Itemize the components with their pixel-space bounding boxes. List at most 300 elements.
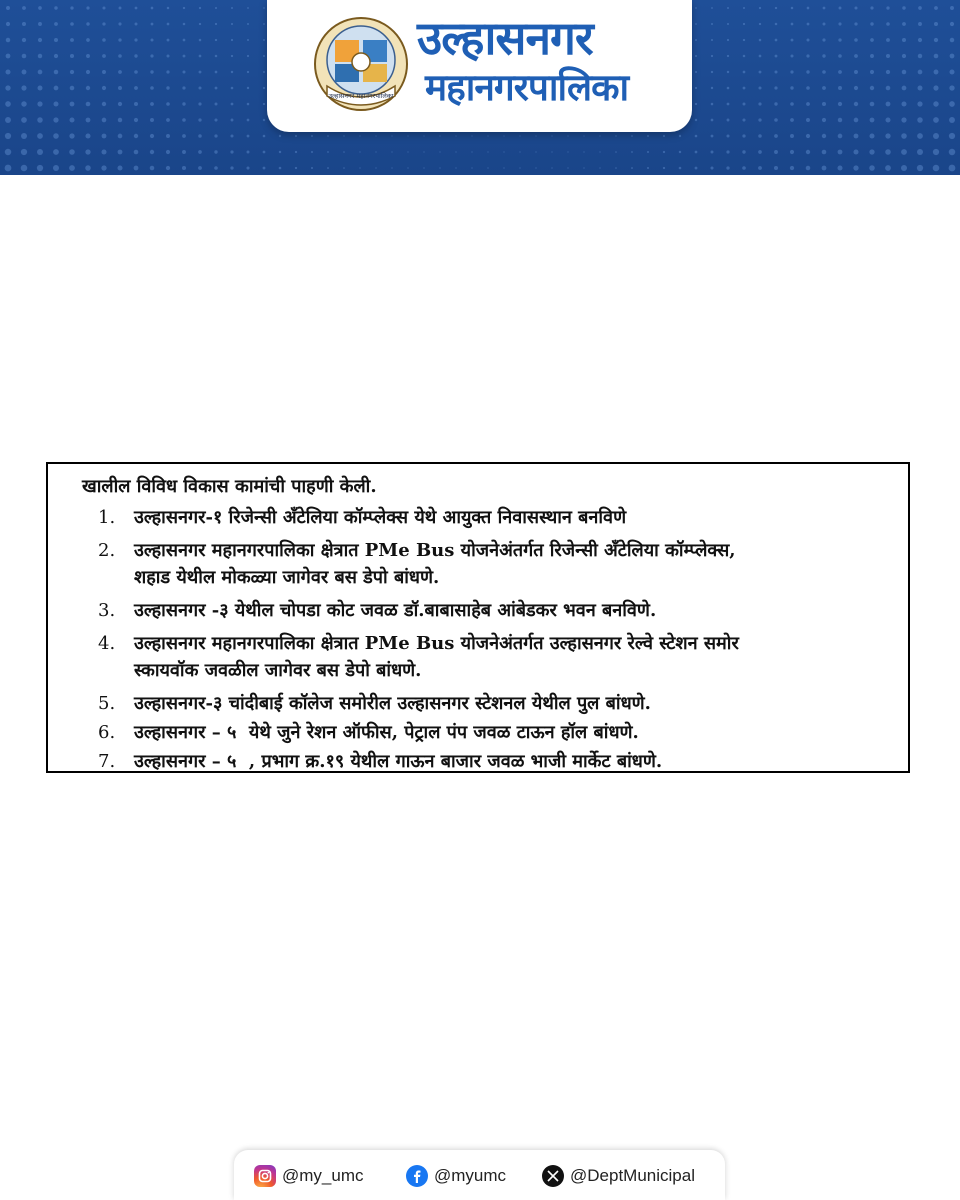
halftone-dot	[806, 38, 809, 41]
list-item-text: उल्हासनगर-१ रिजेन्सी अँटेलिया कॉम्प्लेक्स येथे आयुक्त निवासस्थान बनविणे	[134, 507, 627, 528]
halftone-dot	[567, 167, 568, 168]
instagram-link[interactable]	[254, 1164, 364, 1188]
halftone-dot	[806, 54, 809, 57]
halftone-dot	[807, 23, 810, 26]
halftone-dot	[551, 135, 552, 136]
halftone-dot	[134, 38, 137, 41]
halftone-dot	[247, 151, 250, 154]
halftone-dot	[949, 85, 954, 90]
halftone-dot	[743, 103, 746, 106]
halftone-dot	[711, 119, 714, 122]
halftone-dot	[790, 118, 794, 122]
halftone-dot	[870, 22, 873, 25]
halftone-dot	[343, 151, 345, 153]
halftone-dot	[21, 101, 26, 106]
halftone-dot	[166, 166, 170, 170]
halftone-dot	[487, 135, 488, 136]
halftone-dot	[199, 39, 202, 42]
halftone-dot	[886, 102, 891, 107]
halftone-dot	[918, 6, 922, 10]
halftone-dot	[934, 38, 938, 42]
halftone-dot	[134, 102, 138, 106]
instagram-handle: @my_umc	[282, 1166, 364, 1185]
halftone-dot	[727, 119, 730, 122]
instagram-icon	[254, 1165, 276, 1187]
halftone-dot	[759, 71, 762, 74]
halftone-dot	[21, 85, 26, 90]
halftone-dot	[663, 167, 665, 169]
halftone-dot	[118, 22, 121, 25]
halftone-dot	[119, 7, 122, 10]
halftone-dot	[790, 166, 794, 170]
halftone-dot	[134, 54, 137, 57]
halftone-dot	[22, 70, 27, 75]
halftone-dot	[246, 166, 249, 169]
halftone-dot	[38, 6, 42, 10]
halftone-dot	[742, 134, 745, 137]
halftone-dot	[886, 86, 891, 91]
halftone-dot	[151, 7, 154, 10]
halftone-dot	[599, 151, 600, 152]
halftone-dot	[822, 118, 826, 122]
halftone-dot	[21, 117, 27, 123]
halftone-dot	[885, 165, 891, 171]
halftone-dot	[183, 55, 186, 58]
halftone-dot	[21, 133, 27, 139]
halftone-dot	[790, 134, 794, 138]
halftone-dot	[742, 150, 745, 153]
halftone-dot	[85, 165, 91, 171]
halftone-dot	[695, 119, 697, 121]
halftone-dot	[519, 167, 520, 168]
halftone-dot	[166, 150, 170, 154]
halftone-dot	[150, 118, 154, 122]
halftone-dot	[6, 54, 11, 59]
halftone-dot	[743, 39, 745, 41]
halftone-dot	[838, 150, 843, 155]
halftone-dot	[790, 86, 793, 89]
list-item	[82, 597, 902, 624]
halftone-dot	[182, 102, 185, 105]
halftone-dot	[806, 102, 810, 106]
halftone-dot	[727, 55, 729, 57]
halftone-dot	[806, 70, 809, 73]
halftone-dot	[102, 6, 105, 9]
halftone-dot	[615, 135, 616, 136]
halftone-dot	[69, 133, 74, 138]
org-title-line1: उल्हासनगर	[417, 11, 593, 65]
halftone-dot	[102, 86, 106, 90]
halftone-dot	[53, 149, 59, 155]
halftone-dot	[53, 117, 58, 122]
halftone-dot	[70, 70, 74, 74]
halftone-dot	[822, 102, 826, 106]
halftone-dot	[135, 7, 138, 10]
halftone-dot	[551, 167, 552, 168]
halftone-dot	[727, 39, 729, 41]
halftone-dot	[150, 150, 154, 154]
halftone-dot	[70, 6, 73, 9]
halftone-dot	[519, 135, 520, 136]
halftone-dot	[231, 23, 233, 25]
halftone-dot	[854, 38, 858, 42]
halftone-dot	[711, 55, 713, 57]
halftone-dot	[247, 135, 250, 138]
halftone-dot	[407, 167, 408, 168]
notice-box	[46, 462, 910, 773]
halftone-dot	[743, 71, 746, 74]
halftone-dot	[886, 54, 890, 58]
seal-caption: उल्हासनगर महानगरपालिका	[328, 92, 394, 100]
halftone-dot	[230, 166, 233, 169]
halftone-dot	[567, 135, 568, 136]
halftone-dot	[70, 54, 74, 58]
halftone-dot	[949, 69, 954, 74]
halftone-dot	[247, 39, 249, 41]
halftone-dot	[901, 133, 907, 139]
halftone-dot	[407, 135, 408, 136]
halftone-dot	[949, 133, 955, 139]
halftone-dot	[742, 166, 746, 170]
list-item-text: उल्हासनगर-३ चांदीबाई कॉलेज समोरील उल्हासनगर स्टेशनल येथील पुल बांधणे.	[134, 693, 651, 714]
halftone-dot	[22, 54, 27, 59]
halftone-dot	[790, 150, 794, 154]
halftone-dot	[263, 55, 265, 57]
halftone-dot	[5, 165, 12, 172]
halftone-dot	[663, 135, 665, 137]
halftone-dot	[54, 54, 58, 58]
halftone-dot	[774, 102, 777, 105]
halftone-dot	[917, 149, 923, 155]
halftone-dot	[726, 134, 729, 137]
halftone-dot	[118, 38, 121, 41]
halftone-dot	[535, 135, 536, 136]
halftone-dot	[759, 55, 762, 58]
halftone-dot	[5, 133, 11, 139]
halftone-dot	[101, 165, 106, 170]
halftone-dot	[38, 22, 42, 26]
halftone-dot	[774, 86, 777, 89]
halftone-dot	[823, 7, 826, 10]
halftone-dot	[5, 149, 12, 156]
halftone-dot	[439, 167, 440, 168]
halftone-dot	[311, 135, 313, 137]
halftone-dot	[69, 165, 75, 171]
halftone-dot	[934, 6, 938, 10]
halftone-dot	[822, 86, 826, 90]
halftone-dot	[631, 167, 633, 169]
halftone-dot	[471, 151, 472, 152]
halftone-dot	[423, 151, 424, 152]
halftone-dot	[917, 133, 923, 139]
halftone-dot	[263, 23, 265, 25]
halftone-dot	[247, 55, 249, 57]
halftone-dot	[182, 166, 186, 170]
halftone-dot	[743, 7, 745, 9]
halftone-dot	[950, 22, 954, 26]
halftone-dot	[53, 165, 59, 171]
halftone-dot	[695, 167, 698, 170]
halftone-dot	[391, 151, 392, 152]
halftone-dot	[199, 71, 202, 74]
halftone-dot	[247, 23, 249, 25]
halftone-dot	[167, 39, 170, 42]
halftone-dot	[101, 149, 106, 154]
halftone-dot	[695, 55, 697, 57]
halftone-dot	[917, 165, 923, 171]
halftone-dot	[183, 23, 186, 26]
halftone-dot	[695, 39, 697, 41]
list-item	[82, 630, 902, 684]
halftone-dot	[599, 167, 600, 168]
halftone-dot	[631, 135, 633, 137]
halftone-dot	[102, 102, 106, 106]
halftone-dot	[902, 38, 906, 42]
halftone-dot	[934, 54, 939, 59]
halftone-dot	[21, 149, 27, 155]
halftone-dot	[695, 23, 697, 25]
halftone-dot	[869, 165, 875, 171]
halftone-dot	[263, 7, 265, 9]
halftone-dot	[901, 149, 907, 155]
halftone-dot	[167, 23, 170, 26]
halftone-dot	[86, 86, 90, 90]
halftone-dot	[117, 165, 122, 170]
halftone-dot	[758, 166, 762, 170]
halftone-dot	[150, 86, 154, 90]
halftone-dot	[150, 70, 153, 73]
x-handle: @DeptMunicipal	[570, 1166, 695, 1185]
halftone-dot	[901, 101, 906, 106]
halftone-dot	[439, 135, 440, 136]
halftone-dot	[950, 38, 954, 42]
halftone-dot	[279, 167, 282, 170]
halftone-dot	[695, 71, 697, 73]
halftone-dot	[182, 86, 185, 89]
halftone-dot	[6, 38, 10, 42]
halftone-dot	[182, 118, 186, 122]
halftone-dot	[327, 135, 329, 137]
halftone-dot	[599, 135, 600, 136]
halftone-dot	[69, 117, 74, 122]
halftone-dot	[949, 101, 955, 107]
halftone-dot	[838, 102, 842, 106]
halftone-dot	[102, 118, 107, 123]
list-item	[82, 719, 902, 746]
municipal-seal-icon	[313, 16, 409, 112]
halftone-dot	[166, 86, 169, 89]
halftone-dot	[791, 7, 794, 10]
halftone-dot	[854, 22, 857, 25]
halftone-dot	[695, 7, 697, 9]
halftone-dot	[231, 119, 234, 122]
halftone-dot	[711, 23, 713, 25]
halftone-dot	[247, 119, 250, 122]
halftone-dot	[199, 7, 201, 9]
halftone-dot	[695, 151, 698, 154]
halftone-dot	[263, 119, 265, 121]
halftone-dot	[230, 150, 233, 153]
halftone-dot	[70, 86, 75, 91]
halftone-dot	[5, 69, 10, 74]
halftone-dot	[853, 149, 858, 154]
halftone-dot	[85, 133, 90, 138]
halftone-dot	[182, 150, 186, 154]
halftone-dot	[214, 134, 217, 137]
halftone-dot	[150, 38, 153, 41]
halftone-dot	[151, 23, 154, 26]
halftone-dot	[870, 6, 873, 9]
list-item-number: 5.	[98, 693, 116, 714]
halftone-dot	[902, 70, 907, 75]
halftone-dot	[455, 151, 456, 152]
notice-content	[82, 472, 902, 775]
facebook-icon	[406, 1165, 428, 1187]
halftone-dot	[775, 7, 777, 9]
halftone-dot	[615, 151, 617, 153]
halftone-dot	[886, 38, 890, 42]
halftone-dot	[86, 102, 91, 107]
x-link[interactable]	[542, 1164, 695, 1188]
halftone-dot	[247, 71, 249, 73]
halftone-dot	[791, 23, 794, 26]
halftone-dot	[711, 71, 713, 73]
halftone-dot	[295, 151, 297, 153]
list-item	[82, 504, 902, 531]
halftone-dot	[295, 135, 297, 137]
halftone-dot	[134, 166, 139, 171]
halftone-dot	[869, 133, 874, 138]
halftone-dot	[695, 135, 698, 138]
halftone-dot	[183, 7, 185, 9]
halftone-dot	[343, 167, 345, 169]
halftone-dot	[391, 167, 392, 168]
halftone-dot	[5, 117, 11, 123]
halftone-dot	[214, 118, 217, 121]
halftone-dot	[215, 7, 217, 9]
halftone-dot	[774, 150, 778, 154]
halftone-dot	[758, 118, 761, 121]
halftone-dot	[263, 71, 265, 73]
halftone-dot	[86, 6, 89, 9]
org-title-line2: महानगरपालिका	[425, 66, 629, 109]
halftone-dot	[198, 86, 201, 89]
halftone-dot	[22, 22, 26, 26]
halftone-dot	[263, 151, 266, 154]
halftone-dot	[838, 134, 843, 139]
halftone-dot	[853, 165, 858, 170]
halftone-dot	[679, 151, 681, 153]
halftone-dot	[886, 6, 889, 9]
halftone-dot	[54, 6, 57, 9]
halftone-dot	[901, 165, 907, 171]
halftone-dot	[359, 135, 360, 136]
list-item	[82, 748, 902, 775]
halftone-dot	[230, 134, 233, 137]
halftone-dot	[503, 151, 504, 152]
halftone-dot	[150, 102, 154, 106]
halftone-dot	[917, 117, 923, 123]
halftone-dot	[711, 103, 714, 106]
list-item-text: उल्हासनगर – ५ , प्रभाग क्र.१९ येथील गाऊन बाजार जवळ भाजी मार्केट बांधणे.	[134, 751, 663, 772]
halftone-dot	[917, 101, 922, 106]
halftone-dot	[758, 86, 761, 89]
halftone-dot	[949, 117, 955, 123]
halftone-dot	[423, 167, 424, 168]
list-item-text: उल्हासनगर महानगरपालिका क्षेत्रात PMe Bus योजनेअंतर्गत रिजेन्सी अँटेलिया कॉम्प्लेक्स, शहाड येथील मोकळ्या जागेवर बस डेपो बांधणे.	[134, 540, 736, 588]
halftone-dot	[166, 134, 170, 138]
halftone-dot	[22, 6, 26, 10]
halftone-dot	[37, 117, 43, 123]
list-item-number: 4.	[98, 633, 116, 654]
halftone-dot	[695, 87, 697, 89]
halftone-dot	[38, 86, 43, 91]
halftone-dot	[743, 55, 746, 58]
halftone-dot	[790, 54, 793, 57]
halftone-dot	[727, 71, 729, 73]
halftone-dot	[118, 70, 122, 74]
halftone-dot	[102, 38, 106, 42]
halftone-dot	[37, 149, 43, 155]
halftone-dot	[918, 86, 923, 91]
halftone-dot	[215, 71, 218, 74]
halftone-dot	[54, 86, 59, 91]
halftone-dot	[166, 118, 170, 122]
halftone-dot	[615, 167, 617, 169]
halftone-dot	[870, 86, 874, 90]
halftone-dot	[85, 149, 90, 154]
halftone-dot	[949, 165, 956, 172]
halftone-dot	[854, 134, 859, 139]
halftone-dot	[711, 87, 713, 89]
halftone-dot	[102, 22, 105, 25]
halftone-dot	[86, 22, 89, 25]
halftone-dot	[535, 167, 536, 168]
halftone-dot	[806, 150, 810, 154]
halftone-dot	[519, 151, 520, 152]
halftone-dot	[150, 166, 155, 171]
halftone-dot	[198, 118, 201, 121]
halftone-dot	[774, 118, 778, 122]
halftone-dot	[870, 102, 875, 107]
halftone-dot	[631, 151, 633, 153]
halftone-dot	[134, 134, 138, 138]
halftone-dot	[918, 38, 922, 42]
halftone-dot	[933, 85, 938, 90]
halftone-dot	[807, 7, 810, 10]
halftone-dot	[37, 165, 43, 171]
halftone-dot	[295, 167, 297, 169]
halftone-dot	[37, 101, 42, 106]
facebook-link[interactable]	[406, 1164, 506, 1188]
halftone-dot	[86, 118, 91, 123]
halftone-dot	[806, 134, 810, 138]
list-item-number: 3.	[98, 600, 116, 621]
halftone-dot	[118, 54, 122, 58]
halftone-dot	[727, 87, 730, 90]
halftone-dot	[375, 167, 376, 168]
halftone-dot	[54, 38, 58, 42]
halftone-dot	[933, 165, 940, 172]
halftone-dot	[263, 39, 265, 41]
halftone-dot	[359, 151, 360, 152]
halftone-dot	[215, 87, 218, 90]
halftone-dot	[727, 23, 729, 25]
halftone-dot	[182, 70, 185, 73]
halftone-dot	[711, 39, 713, 41]
halftone-dot	[199, 55, 202, 58]
halftone-dot	[950, 54, 955, 59]
